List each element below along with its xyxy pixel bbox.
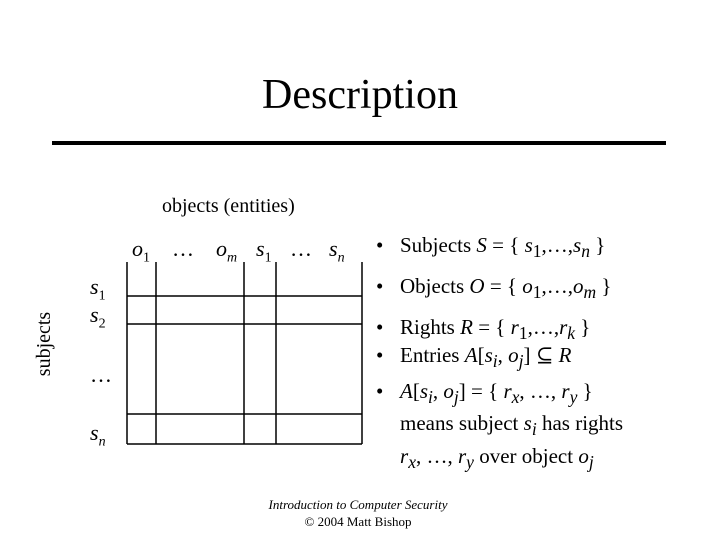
bullet-dot: •	[376, 274, 384, 299]
bullet-dot: •	[376, 233, 384, 257]
row-label-ellipsis: …	[90, 362, 112, 387]
title-divider	[52, 141, 666, 145]
column-header-o1: $o_1$	[132, 236, 150, 266]
bullet-entry-meaning: • $A[s_i$, $o_j$] = { $r_x$, …, $r_y$ } means subject $s_i$ has rights $r_x$, …, $r_y$ over object $o_j$	[376, 379, 624, 472]
column-header-s1: $s_1$	[256, 236, 272, 266]
column-header-sn: $s_n$	[329, 236, 345, 266]
access-matrix-grid	[126, 262, 364, 446]
bullet-dot: •	[376, 315, 384, 340]
bullet-dot: •	[376, 343, 384, 367]
entries-list	[376, 342, 623, 475]
subjects-axis-label: subjects	[33, 311, 55, 377]
slide-footer	[0, 496, 716, 530]
column-header-om: $o_m$	[216, 236, 238, 266]
objects-axis-label: objects (entities)	[162, 195, 295, 217]
footer-copyright: © 2004 Matt Bishop	[304, 514, 412, 529]
slide-title: Description	[262, 72, 458, 118]
footer-course-title: Introduction to Computer Security	[268, 497, 448, 512]
row-label-s1: $s_1$	[90, 274, 106, 304]
bullet-rights: • Rights R = { $r_1,\dots,r_k$ }	[376, 315, 591, 344]
definitions-list	[376, 232, 612, 347]
row-label-s2: $s_2$	[90, 302, 106, 332]
column-header-ellipsis-2: …	[290, 236, 312, 261]
bullet-entries: • Entries $A[s_i$, $o_j$] ⊆ R	[376, 343, 572, 372]
bullet-subjects: • Subjects S = { $s_1,\dots,s_n$ }	[376, 233, 606, 262]
column-header-ellipsis-1: …	[172, 236, 194, 261]
bullet-dot: •	[376, 379, 384, 404]
bullet-objects: • Objects O = { $o_1,\dots,o_m$ }	[376, 274, 612, 303]
row-label-sn: $s_n$	[90, 420, 106, 450]
